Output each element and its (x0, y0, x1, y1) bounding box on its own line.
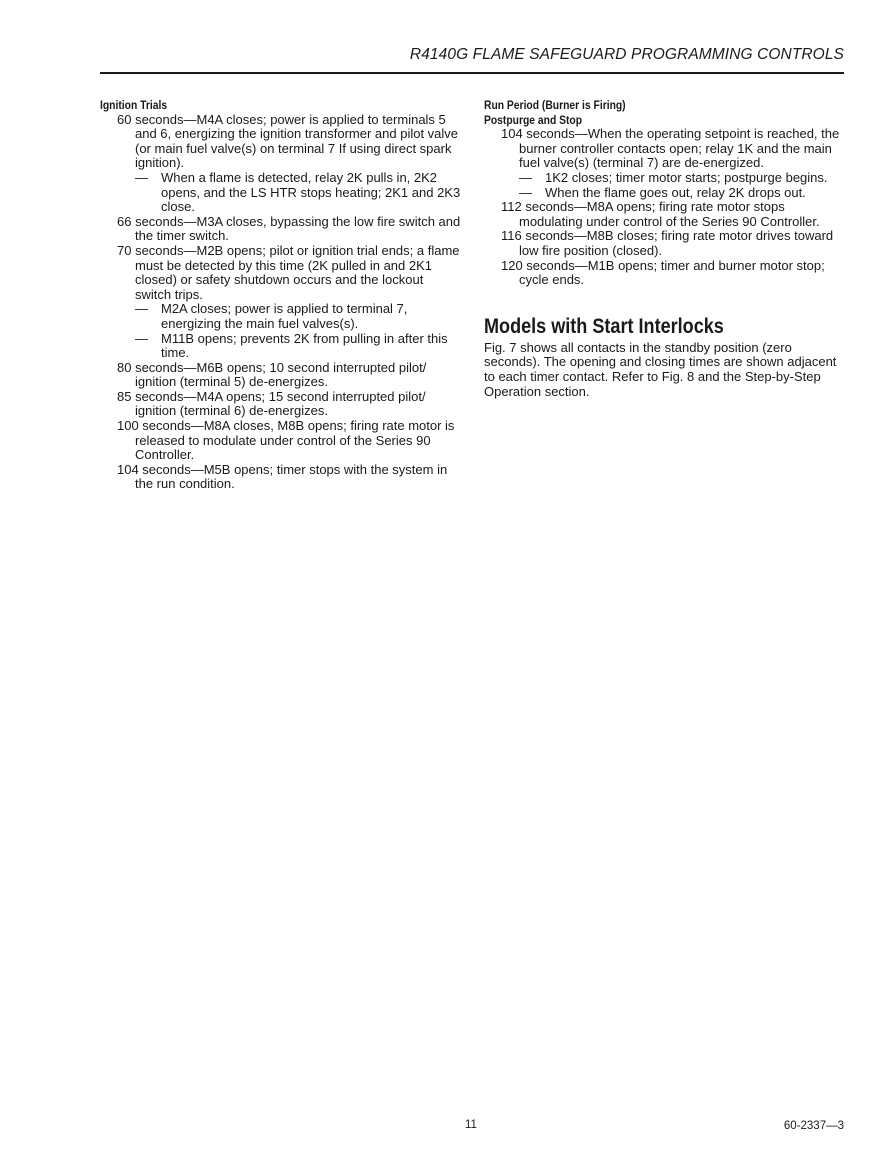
sub-item-flame-goes-out: — When the flame goes out, relay 2K drops out. (519, 184, 806, 200)
dash-marker: — (519, 169, 532, 185)
sub-item-m2a-closes: — M2A closes; power is applied to terminal 7, energizing the main fuel valves(s). (135, 301, 408, 331)
list-item-120-seconds: 120 seconds—M1B opens; timer and burner motor stop; cycle ends. (501, 257, 825, 288)
list-item-60-seconds: 60 seconds—M4A closes; power is applied to terminals 5 and 6, energizing the ignition transformer and pilot valve (or main fuel valve(s) on terminal 7 If using direct spark ignition). (117, 111, 459, 171)
header-rule (100, 72, 844, 74)
list-item-80-seconds: 80 seconds—M6B opens; 10 second interrupted pilot/ ignition (terminal 5) de-energizes. (117, 359, 427, 390)
heading-postpurge-and-stop: Postpurge and Stop (484, 112, 583, 127)
sub-item-flame-detected: — When a flame is detected, relay 2K pulls in, 2K2 opens, and the LS HTR stops heating; 2K1 and 2K3 close. (135, 169, 461, 215)
left-column (100, 98, 462, 492)
right-column (484, 98, 846, 399)
section-heading-start-interlocks: Models with Start Interlocks (484, 314, 724, 338)
sub-item-1k2-closes: — 1K2 closes; timer motor starts; postpurge begins. (519, 169, 828, 185)
list-item-70-seconds: 70 seconds—M2B opens; pilot or ignition trial ends; a flame must be detected by this time (2K pulled in and 2K1 closed) or safety shutdown occurs and the lockout switch trips. (117, 242, 460, 302)
dash-marker: — (135, 301, 148, 317)
sub-item-m11b-opens: — M11B opens; prevents 2K from pulling in after this time. (135, 330, 448, 361)
section-paragraph: Fig. 7 shows all contacts in the standby position (zero seconds). The opening and closing times are shown adjacent to each timer contact. Refer to Fig. 8 and the Step-by-Step Operation section. (484, 339, 837, 399)
dash-marker: — (135, 330, 148, 346)
running-header-title: R4140G FLAME SAFEGUARD PROGRAMMING CONTROLS (409, 46, 844, 63)
document-number: 60-2337—3 (783, 1120, 844, 1132)
dash-marker: — (135, 169, 148, 185)
list-item-116-seconds: 116 seconds—M8B closes; firing rate motor drives toward low fire position (closed). (501, 228, 834, 258)
list-item-100-seconds: 100 seconds—M8A closes, M8B opens; firing rate motor is released to modulate under control of the Series 90 Controller. (117, 418, 455, 463)
list-item-85-seconds: 85 seconds—M4A opens; 15 second interrupted pilot/ ignition (terminal 6) de-energizes. (117, 388, 426, 419)
heading-run-period: Run Period (Burner is Firing) (484, 98, 626, 112)
list-item-104-seconds: 104 seconds—M5B opens; timer stops with the system in the run condition. (117, 461, 448, 492)
page-number: 11 (465, 1119, 477, 1131)
dash-marker: — (519, 184, 532, 200)
list-item-104-seconds-setpoint: 104 seconds—When the operating setpoint is reached, the burner controller contacts open; relay 1K and the main fuel valve(s) (terminal 7) are de-energized. (501, 126, 840, 171)
heading-ignition-trials: Ignition Trials (100, 98, 168, 112)
list-item-66-seconds: 66 seconds—M3A closes, bypassing the low fire switch and the timer switch. (117, 213, 461, 244)
list-item-112-seconds: 112 seconds—M8A opens; firing rate motor stops modulating under control of the Series 90 Controller. (501, 199, 820, 229)
